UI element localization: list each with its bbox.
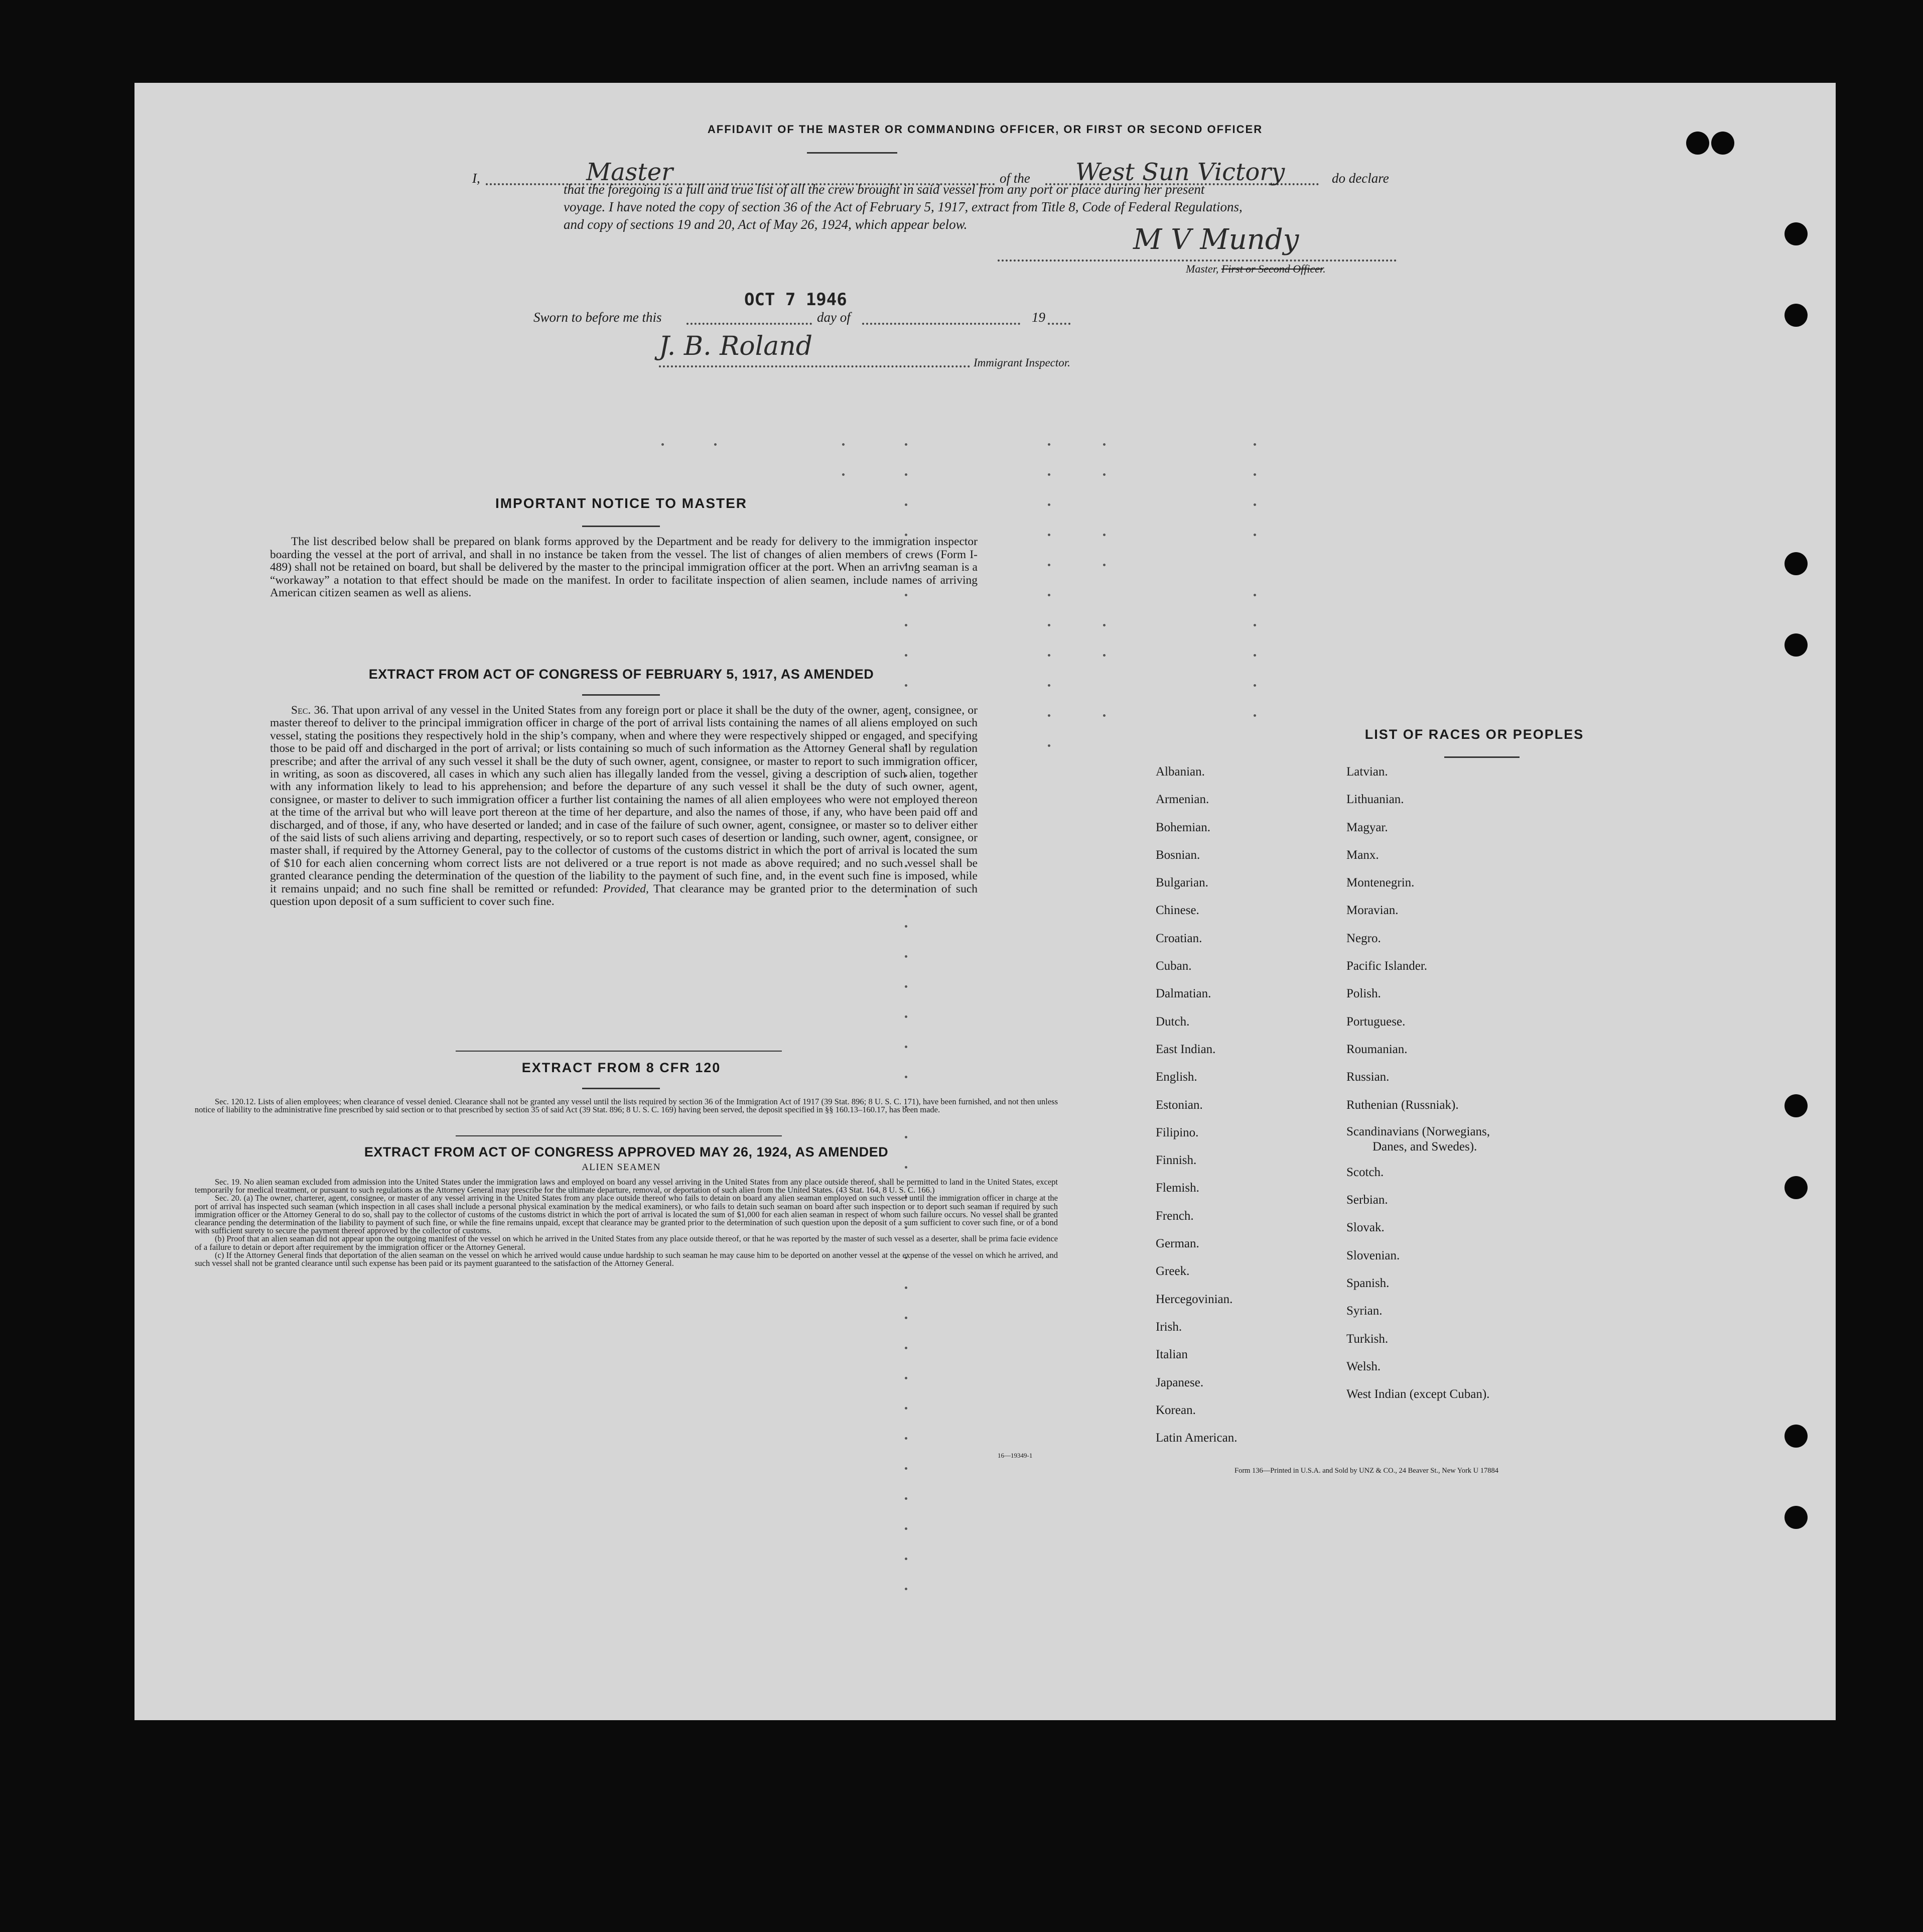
affidavit-title: AFFIDAVIT OF THE MASTER OR COMMANDING OFFICER, OR FIRST OR SECOND OFFICER xyxy=(707,123,1263,136)
affidavit-declare-label: do declare xyxy=(1332,171,1389,186)
race-item: Lithuanian. xyxy=(1346,793,1404,807)
sworn-year-line xyxy=(1048,323,1070,325)
race-item: Turkish. xyxy=(1346,1332,1389,1346)
race-item: Bohemian. xyxy=(1156,820,1211,834)
sworn-label: Sworn to before me this xyxy=(533,310,662,325)
race-item: Pacific Islander. xyxy=(1346,959,1428,973)
race-item: Cuban. xyxy=(1156,959,1192,973)
race-item: Albanian. xyxy=(1156,765,1205,779)
affidavit-line-2: that the foregoing is a full and true list of all the crew brought in said vessel from any port or place during her present xyxy=(564,182,1205,197)
inspector-caption: Immigrant Inspector. xyxy=(974,356,1070,369)
race-item: French. xyxy=(1156,1209,1194,1223)
extract-1924-sec20a: Sec. 20. (a) The owner, charterer, agent, consignee, or master of any vessel arriving in the United States from any place outside thereof who fails to detain on board any alien seaman employed on such vessel until the immigration officer in charge at the port of arrival has inspected such seaman (which inspection in all cases shall include a personal physical examination by the medical examiners), or who fails to detain such seaman on board after such inspection or to deport such seaman if required by such immigration officer or the Attorney General to do so, shall pay to the collector of customs of the customs district in which the port of arrival is located the sum of $1,000 for each alien seaman in respect of whom such failure occurs. No vessel shall be granted clearance pending the determination of the liability to payment of such fine, or while the fine remains unpaid, except that clearance may be granted prior to the determination of such question upon the deposit of a sum sufficient to cover such fine, or of a bond with sufficient surety to secure the payment thereof approved by the collector of customs. xyxy=(195,1193,1058,1236)
race-item: Danes, and Swedes). xyxy=(1372,1139,1477,1153)
race-item: Armenian. xyxy=(1156,793,1209,807)
race-item: Estonian. xyxy=(1156,1098,1203,1112)
punch-hole xyxy=(1784,222,1808,245)
race-item: Filipino. xyxy=(1156,1125,1199,1139)
extract-8cfr-title: EXTRACT FROM 8 CFR 120 xyxy=(521,1060,721,1075)
affidavit-i-label: I, xyxy=(472,171,480,186)
inspector-signature-line xyxy=(659,365,970,367)
notice-title: IMPORTANT NOTICE TO MASTER xyxy=(495,495,748,511)
race-item: Scandinavians (Norwegians, xyxy=(1346,1124,1490,1138)
race-item: Syrian. xyxy=(1346,1304,1383,1318)
extract-1917-text-1: That upon arrival of any vessel in the United States from any foreign port or place it shall be the duty of the owner, agent, consignee, or master thereof to deliver to the principal immigration officer in charge of the port of arrival lists containing the names of all aliens employed on such vessel, stating the positions they respectively hold in the ship’s company, when and where they were respectively shipped or engaged, and specifying those to be paid off and discharged in the port of arrival; or lists containing so much of such information as the Attorney General shall by regulation prescribe; and after the arrival of any such vessel it shall be the duty of such owner, agent, consignee, or master to report to such immigration officer, in writing, as soon as discovered, all cases in which any such alien has illegally landed from the vessel, giving a description of such alien, together with any information likely to lead to his apprehension; and before the departure of any such vessel it shall be the duty of such owner, agent, consignee, or master to deliver to such immigration officer a further list containing the names of all alien employees who were not employed thereon at the time of the arrival but who will leave port thereon at the time of her departure, and also the names of those, if any, who have been paid off and discharged, and of those, if any, who have deserted or landed; and in case of the failure of such owner, agent, consignee, or master so to deliver either of the said lists of such aliens arriving and departing, respectively, or so to report such cases of desertion or landing, such owner, agent, consignee, or master shall, if required by the Attorney General, pay to the collector of customs of the customs district in which the port of arrival is located the sum of $10 for each alien concerning whom correct lists are not delivered or a true report is not made as above required; and no such vessel shall be granted clearance pending the determination of the question of the liability to the payment of such fine, and, in the event such fine is imposed, while it remains unpaid; and no such fine shall be remitted or refunded: xyxy=(270,704,978,895)
extract-1924-subtitle: ALIEN SEAMEN xyxy=(582,1162,661,1173)
document-page xyxy=(134,83,1836,1720)
signature-caption-struck: First or Second Officer xyxy=(1221,263,1323,275)
race-item: Roumanian. xyxy=(1346,1042,1408,1056)
race-item: Portuguese. xyxy=(1346,1014,1406,1028)
race-item: Korean. xyxy=(1156,1403,1196,1417)
race-item: Welsh. xyxy=(1346,1359,1381,1373)
punch-hole xyxy=(1784,1425,1808,1448)
race-item: Montenegrin. xyxy=(1346,876,1415,890)
race-item: Latvian. xyxy=(1346,765,1388,779)
race-item: Magyar. xyxy=(1346,820,1388,834)
punch-hole xyxy=(1784,1094,1808,1117)
extract-8cfr-body: Sec. 120.12. Lists of alien employees; when clearance of vessel denied. Clearance shall not be granted any vessel until the lists required by section 36 of the Immigration Act of 1917 (39 Stat. 896; 8 U. S. C. 171), have been furnished, and not then unless notice of liability to the administrative fine prescribed by said section or to that prescribed by section 35 of said Act (39 Stat. 896; 8 U. S. C. 169) having been served, the deposit specified in §§ 160.13–160.17, has been made. xyxy=(195,1097,1058,1114)
punch-hole xyxy=(1784,1176,1808,1199)
races-title: LIST OF RACES OR PEOPLES xyxy=(1364,727,1584,742)
race-item: Slovenian. xyxy=(1346,1248,1400,1262)
extract-1917-provided: Provided, xyxy=(603,882,649,895)
extract-1924-title: EXTRACT FROM ACT OF CONGRESS APPROVED MAY 26, 1924, AS AMENDED xyxy=(364,1144,889,1160)
races-right-column xyxy=(1346,758,1490,1408)
races-left-column xyxy=(1156,758,1237,1452)
race-item: Dutch. xyxy=(1156,1014,1190,1028)
race-item: Ruthenian (Russniak). xyxy=(1346,1098,1459,1112)
race-item: Negro. xyxy=(1346,931,1381,945)
race-item: Polish. xyxy=(1346,987,1381,1001)
signature-caption xyxy=(1186,263,1326,276)
race-item: Chinese. xyxy=(1156,904,1199,918)
sworn-line xyxy=(134,304,1836,329)
punch-hole xyxy=(1784,552,1808,575)
race-item: Spanish. xyxy=(1346,1276,1390,1291)
extract-1917-section-label: Sec. 36. xyxy=(291,704,329,717)
race-item: Moravian. xyxy=(1346,904,1399,918)
day-of-label: day of xyxy=(817,310,851,325)
race-item: Bulgarian. xyxy=(1156,876,1208,890)
punch-hole xyxy=(1784,633,1808,657)
divider xyxy=(582,694,660,696)
race-item: Manx. xyxy=(1346,848,1379,862)
affidavit-of-the-label: of the xyxy=(1000,171,1030,186)
handwritten-rank: Master xyxy=(586,158,673,186)
form-code: 16—19349-1 xyxy=(998,1452,1033,1459)
punch-hole xyxy=(1784,1506,1808,1529)
race-item: Russian. xyxy=(1346,1070,1390,1084)
sworn-month-line xyxy=(862,323,1020,325)
divider xyxy=(456,1051,782,1052)
signature-caption-prefix: Master, xyxy=(1186,263,1219,275)
race-item: Dalmatian. xyxy=(1156,987,1211,1001)
affidavit-line-4: and copy of sections 19 and 20, Act of May 26, 1924, which appear below. xyxy=(564,217,968,232)
race-item: Japanese. xyxy=(1156,1375,1204,1389)
year-prefix: 19 xyxy=(1032,310,1045,325)
divider xyxy=(807,152,897,154)
extract-1924-sec19: Sec. 19. No alien seaman excluded from admission into the United States under the immigration laws and employed on board any vessel arriving in the United States from any place outside thereof, shall be permitted to land in the United States, except temporarily for medical treatment, or pursuant to such regulations as the Attorney General may prescribe for the ultimate departure, removal, or deportation of such alien from the United States. (43 Stat. 164, 8 U. S. C. 166.) xyxy=(195,1177,1058,1195)
master-signature-line xyxy=(998,260,1397,262)
race-item: English. xyxy=(1156,1070,1197,1084)
master-signature: M V Mundy xyxy=(1133,223,1299,256)
signature-caption-end: . xyxy=(1323,263,1326,275)
divider xyxy=(456,1135,782,1136)
race-item: Slovak. xyxy=(1346,1221,1385,1235)
race-item: Hercegovinian. xyxy=(1156,1292,1233,1306)
handwritten-vessel-name: West Sun Victory xyxy=(1075,158,1285,186)
race-item: Scotch. xyxy=(1346,1165,1384,1179)
race-item: Greek. xyxy=(1156,1264,1190,1278)
race-item: German. xyxy=(1156,1237,1199,1251)
race-item: Irish. xyxy=(1156,1320,1182,1334)
race-item: Bosnian. xyxy=(1156,848,1200,862)
date-stamp: OCT 7 1946 xyxy=(744,290,847,310)
extract-1917-text-2: That clearance may be granted prior to the determination of such question upon deposit of a sum sufficient to cover such fine. xyxy=(270,882,978,909)
affidavit-line-3: voyage. I have noted the copy of section 36 of the Act of February 5, 1917, extract from Title 8, Code of Federal Regulations, xyxy=(564,199,1243,214)
extract-1924-body xyxy=(195,1178,1058,1267)
race-item: Serbian. xyxy=(1346,1193,1388,1207)
race-item: Croatian. xyxy=(1156,931,1202,945)
race-item: Latin American. xyxy=(1156,1431,1238,1445)
notice-body: The list described below shall be prepared on blank forms approved by the Department and be ready for delivery to the immigration inspector boarding the vessel at the port of arrival, and shall in no instance be taken from the vessel. The list of changes of alien members of crews (Form I-489) shall not be retained on board, but shall be delivered by the master to the principal immigration officer at the port. When an arriving seaman is a “workaway” a notation to that effect should be made on the manifest. In order to facilitate inspection of alien seamen, include names of arriving American citizen seamen as well as aliens. xyxy=(270,535,978,599)
race-item: Italian xyxy=(1156,1348,1188,1362)
race-item: Flemish. xyxy=(1156,1181,1199,1195)
form-printer-footer: Form 136—Printed in U.S.A. and Sold by UNZ & CO., 24 Beaver St., New York U 17884 xyxy=(1234,1467,1499,1475)
extract-1917-body xyxy=(270,704,978,909)
race-item: West Indian (except Cuban). xyxy=(1346,1387,1490,1401)
sworn-day-line xyxy=(686,323,812,325)
extract-1924-sec20c: (c) If the Attorney General finds that deportation of the alien seaman on the vessel on which he arrived would cause undue hardship to such seaman he may cause him to be deported on another vessel at the expense of the vessel on which he arrived, and such vessel shall not be granted clearance until such expense has been paid or its payment guaranteed to the satisfaction of the Attorney General. xyxy=(195,1250,1058,1268)
divider xyxy=(582,1088,660,1089)
extract-1924-sec20b: (b) Proof that an alien seaman did not appear upon the outgoing manifest of the vessel on which he arrived in the United States from any place outside thereof, or that he was reported by the master of such vessel as a deserter, shall be prima facie evidence of a failure to detain or deport after requirement by the immigration officer or the Attorney General. xyxy=(195,1234,1058,1252)
inspector-signature: J. B. Roland xyxy=(659,331,813,361)
divider xyxy=(582,526,660,527)
race-item: Finnish. xyxy=(1156,1153,1197,1168)
extract-1917-title: EXTRACT FROM ACT OF CONGRESS OF FEBRUARY 5, 1917, AS AMENDED xyxy=(368,667,874,682)
race-item: East Indian. xyxy=(1156,1042,1216,1056)
